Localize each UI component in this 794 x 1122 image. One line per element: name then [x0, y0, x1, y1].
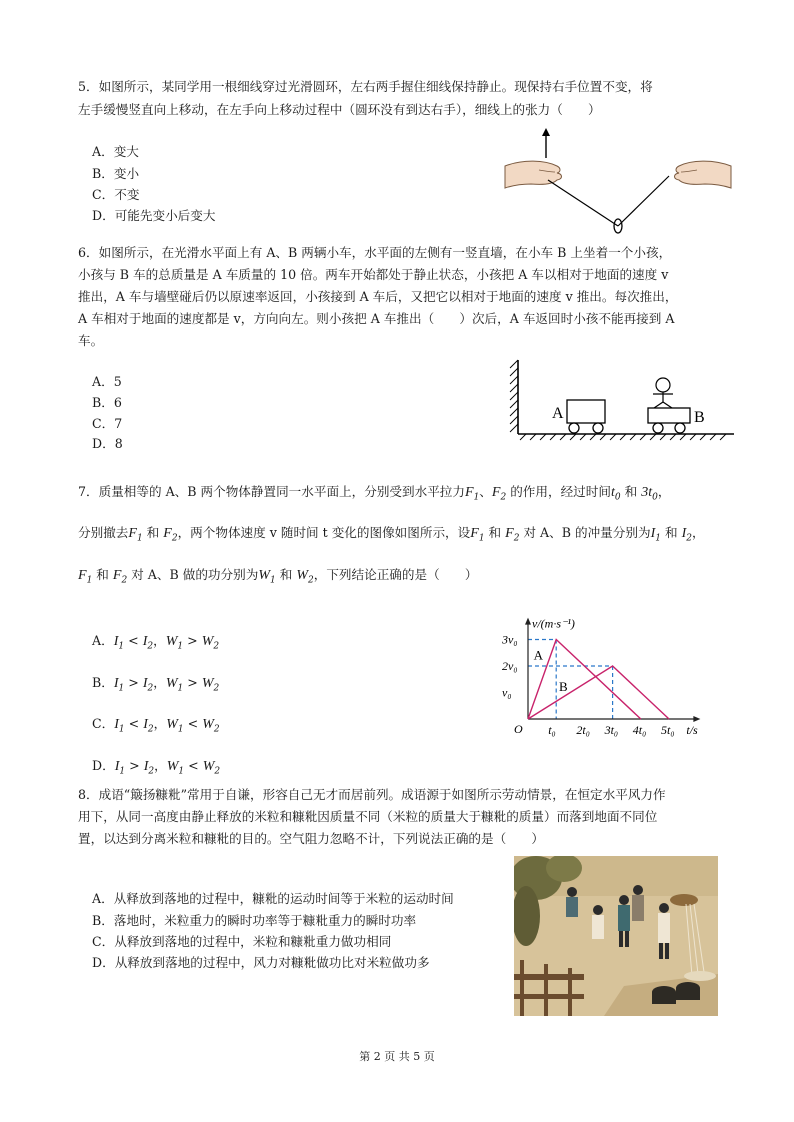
y-tick-1: 2v₀	[502, 659, 518, 673]
q8-winnowing-painting	[514, 856, 718, 1016]
origin-label: O	[514, 722, 523, 736]
q5-line-2: 左手缓慢竖直向上移动，在左手向上移动过程中（圆环没有到达右手），细线上的张力（ ）	[78, 102, 601, 117]
q7-option-a: A．$I_1 < I_2$，$W_1 > W_2$	[92, 633, 220, 652]
q6-carts-figure	[506, 358, 736, 444]
y-tick-2: 3v₀	[502, 632, 518, 647]
series-label-b: B	[559, 679, 568, 695]
x-axis-label: t/s	[686, 723, 698, 737]
cart-b	[648, 408, 690, 423]
q5-hands-figure	[503, 126, 733, 236]
q5-line-1: 5．如图所示，某同学用一根细线穿过光滑圆环，左右两手握住细线保持静止。现保持右手位置不变，将	[78, 79, 653, 94]
y-axis-label: v/(m·s⁻¹)	[532, 616, 575, 631]
q7-line-2: 分别撤去$F_1$ 和 $F_2$，两个物体速度 v 随时间 t 变化的图像如图所示，设$F_1$ 和 $F_2$ 对 A、B 的冲量分别为$I_1$ 和 $I_2$，	[78, 525, 705, 544]
q8-option-d: D．从释放到落地的过程中，风力对糠粃做功比对米粒做功多	[92, 955, 430, 970]
q6-option-d: D．8	[92, 436, 123, 451]
cart-a-label: A	[552, 405, 564, 422]
q8-line-3: 置，以达到分离米粒和糠粃的目的。空气阻力忽略不计，下列说法正确的是（ ）	[78, 831, 544, 846]
page-footer: 第 2 页 共 5 页	[359, 1050, 435, 1063]
q5-option-c: C．不变	[92, 187, 140, 202]
q6-line-4: A 车相对于地面的速度都是 v，方向向左。则小孩把 A 车推出（ ）次后，A 车返回时小孩不能再接到 A	[78, 311, 675, 326]
q6-option-c: C．7	[92, 416, 123, 431]
child-head	[656, 378, 670, 392]
q6-line-3: 推出，A 车与墙壁碰后仍以原速率返回，小孩接到 A 车后，又把它以相对于地面的速度 v 推出。每次推出，	[78, 289, 678, 304]
x-axis-arrow	[693, 716, 700, 722]
series-label-a: A	[533, 647, 544, 663]
q7-option-c: C．$I_1 < I_2$，$W_1 < W_2$	[92, 716, 220, 735]
q8-option-b: B．落地时，米粒重力的瞬时功率等于糠粃重力的瞬时功率	[92, 913, 417, 928]
q7-option-d: D．$I_1 > I_2$，$W_1 < W_2$	[92, 758, 221, 777]
q8-option-c: C．从释放到落地的过程中，米粒和糠粃重力做功相同	[92, 934, 392, 949]
q6-option-b: B．6	[92, 395, 122, 410]
q5-option-a: A．变大	[92, 144, 139, 159]
q6-line-5: 车。	[78, 333, 104, 348]
series-line-A	[528, 640, 641, 720]
x-tick-1: 2t₀	[576, 723, 590, 737]
q8-option-a: A．从释放到落地的过程中，糠粃的运动时间等于米粒的运动时间	[92, 891, 454, 906]
q7-line-3: $F_1$ 和 $F_2$ 对 A、B 做的功分别为$W_1$ 和 $W_2$，下列结论正确的是（ ）	[78, 567, 478, 586]
series-line-B	[528, 666, 669, 719]
q7-option-b: B．$I_1 > I_2$，$W_1 > W_2$	[92, 675, 220, 694]
q6-line-2: 小孩与 B 车的总质量是 A 车质量的 10 倍。两车开始都处于静止状态，小孩把 A 车以相对于地面的速度 v	[78, 267, 669, 282]
q5-option-d: D．可能先变小后变大	[92, 208, 216, 223]
q7-line-1: 7．质量相等的 A、B 两个物体静置同一水平面上，分别受到水平拉力$F_1$、$F_2$ 的作用，经过时间$t_0$ 和 $3t_0$，	[78, 484, 671, 503]
q8-line-2: 用下，从同一高度由静止释放的米粒和糠粃因质量不同（米粒的质量大于糠粃的质量）而落到地面不同位	[78, 809, 658, 824]
q7-velocity-time-chart	[496, 612, 736, 742]
cart-b-label: B	[694, 409, 705, 426]
q6-option-a: A．5	[92, 374, 122, 389]
x-tick-0: t₀	[548, 723, 556, 737]
y-axis-arrow	[525, 618, 531, 625]
cart-a	[567, 400, 605, 423]
q8-line-1: 8．成语“簸扬糠粃”常用于自谦，形容自己无才而居前列。成语源于如图所示劳动情景，在恒定水平风力作	[78, 787, 666, 802]
x-tick-4: 5t₀	[661, 723, 675, 737]
y-tick-0: v₀	[502, 685, 512, 700]
x-tick-2: 3t₀	[604, 723, 619, 737]
q6-line-1: 6．如图所示，在光滑水平面上有 A、B 两辆小车，水平面的左侧有一竖直墙，在小车 B 上坐着一个小孩，	[78, 245, 672, 260]
x-tick-3: 4t₀	[632, 723, 647, 737]
q5-option-b: B．变小	[92, 166, 140, 181]
